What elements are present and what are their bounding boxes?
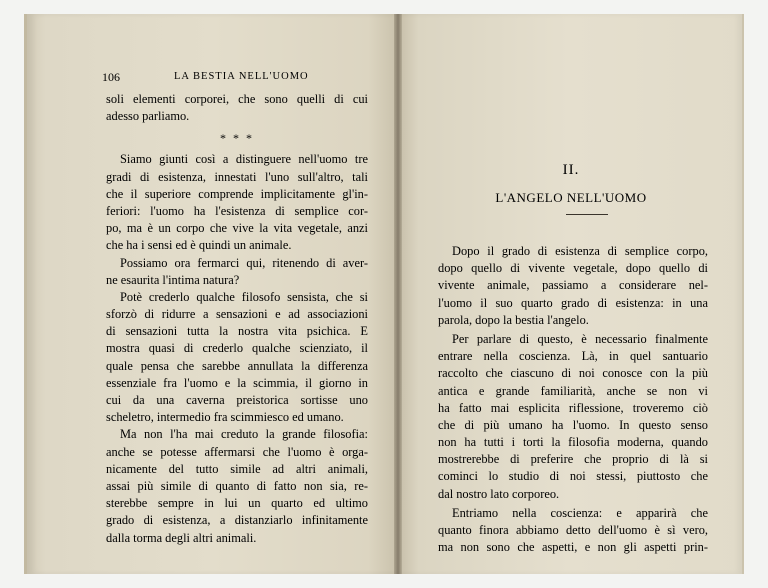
text-line: antica e grande familiarità, anche se non vi xyxy=(438,383,708,398)
text-line: adesso parliamo. xyxy=(106,109,190,124)
text-line: Entriamo nella coscienza: e apparirà che xyxy=(452,505,708,520)
text-line: scheletro, intermedio fra scimmiesco ed umano. xyxy=(106,410,344,425)
text-line: quale pensa che sarebbe annullata la differenza xyxy=(106,358,368,373)
text-line: feriori: l'uomo ha l'esistenza di semplice cor- xyxy=(106,203,368,218)
text-line: soli elementi corporei, che sono quelli di cui xyxy=(106,92,368,106)
text-line: Potè crederlo qualche filosofo sensista, che si xyxy=(120,289,368,304)
chapter-title-rule xyxy=(566,214,608,215)
text-line: raccolto che ciascuno di noi conosce con la più xyxy=(438,366,708,381)
text-line: cominci lo studio di noi stessi, piuttosto che xyxy=(438,469,708,484)
section-ornament: * * * xyxy=(220,131,254,146)
text-line: che il superiore comprende implicitamente gl'in- xyxy=(106,186,368,201)
text-line: l'uomo il suo quarto grado di esistenza: in una xyxy=(438,295,708,310)
left-page-text xyxy=(106,91,368,547)
text-line: Dopo il grado di esistenza di semplice corpo, xyxy=(452,244,708,258)
text-line: Per parlare di questo, è necessario finalmente xyxy=(452,331,708,346)
chapter-number: II. xyxy=(562,162,580,178)
text-line: che di più umano ha l'uomo. In questo senso xyxy=(438,417,708,432)
text-line: anche se potesse affermarsi che l'uomo è orga- xyxy=(106,444,368,459)
text-line: di sensazioni tutta la nostra vita psichica. E xyxy=(106,324,368,339)
chapter-title: L'ANGELO NELL'UOMO xyxy=(495,190,647,205)
text-line: quanto finora abbiamo detto dell'uomo è sì vero, xyxy=(438,523,708,537)
page-number: 106 xyxy=(102,70,120,84)
text-line: non ha tutti i torti la filosofia moderna, quando xyxy=(438,435,708,450)
text-line: parola, dopo la bestia l'angelo. xyxy=(438,312,589,327)
right-page-text xyxy=(438,243,708,556)
text-line: che ha i sensi ed è quindi un animale. xyxy=(106,238,292,253)
text-line: sterebbe sempre in lui un quarto ed ultimo xyxy=(106,496,368,511)
text-line: ma non sono che aspetti, e non gli aspetti prin- xyxy=(438,540,708,555)
text-line: essenziale fra l'uomo e la scimmia, il giorno in xyxy=(106,375,368,390)
text-line: entrare nella coscienza. Là, in quel santuario xyxy=(438,349,708,364)
text-line: cui da una caverna preistorica sortisse uno xyxy=(106,393,368,407)
text-line: gradi di esistenza, innestati l'uno sull'altro, tali xyxy=(106,169,368,184)
text-line: dal nostro lato corporeo. xyxy=(438,486,560,501)
text-line: mostra quasi di crederlo qualche scienziato, il xyxy=(106,341,368,356)
text-line: ha fatto mai esplicita riflessione, troveremo ciò xyxy=(438,400,708,415)
text-line: dalla torma degli altri animali. xyxy=(106,530,257,545)
book-gutter xyxy=(394,14,402,574)
text-line: po, ma è un corpo che vive la vita vegetale, anzi xyxy=(106,221,368,236)
text-line: ne esaurita l'intima natura? xyxy=(106,272,240,287)
text-line: Ma non l'ha mai creduto la grande filosofia: xyxy=(120,427,368,442)
text-line: Possiamo ora fermarci qui, ritenendo di aver- xyxy=(120,255,368,270)
text-line: vivente animale, passiamo a considerare nel- xyxy=(438,278,708,293)
text-line: dopo quello di vivente vegetale, dopo quello di xyxy=(438,261,708,276)
running-head-title: LA BESTIA NELL'UOMO xyxy=(174,71,309,82)
text-line: assai più simile di quanto di fatto non sia, re- xyxy=(106,478,368,493)
text-line: Siamo giunti così a distinguere nell'uomo tre xyxy=(120,152,368,167)
text-line: nicamente del tutto simile ad altri animali, xyxy=(106,461,368,476)
open-book xyxy=(24,14,744,576)
text-line: grado di esistenza, a distanziarlo infinitamente xyxy=(106,513,368,528)
text-line: mostrerebbe di preferire che proprio di là si xyxy=(438,452,708,467)
text-line: sforzò di ridurre a sensazioni e ad associazioni xyxy=(106,307,368,322)
